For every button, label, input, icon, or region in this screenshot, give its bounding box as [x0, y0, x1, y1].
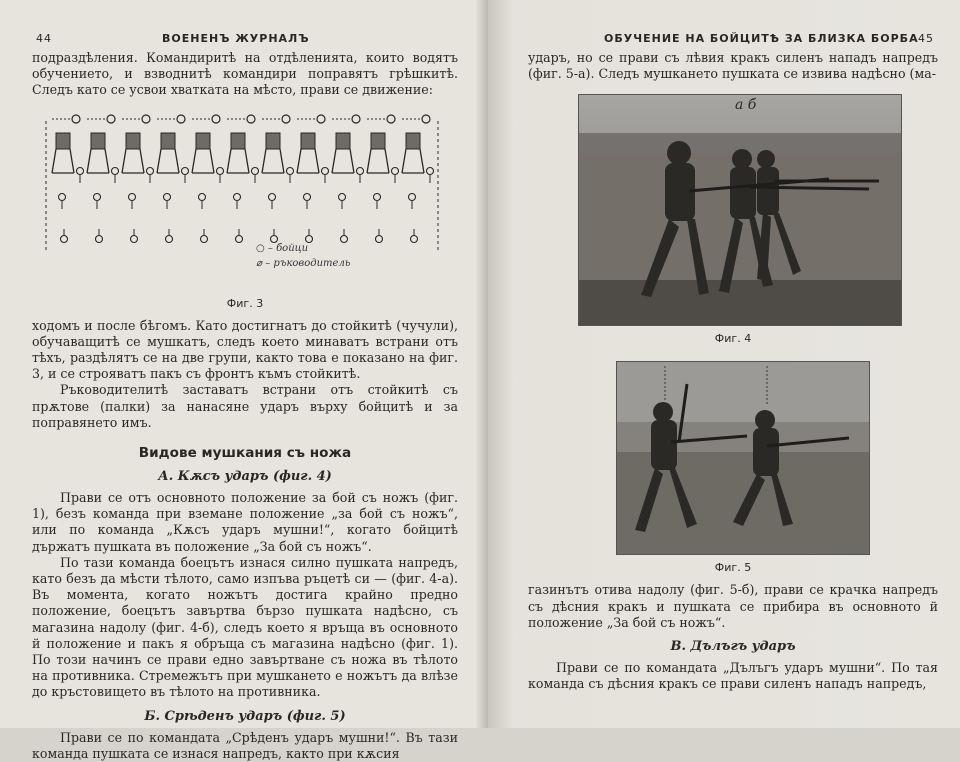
figure-3-top-marker: [142, 115, 150, 123]
figure-3-soldier-middle: [129, 193, 136, 200]
figure-3-stand-frame: [87, 149, 109, 173]
figure-3-soldier-rear: [341, 235, 348, 242]
figure-3-top-marker: [282, 115, 290, 123]
figure-5-image: [617, 362, 869, 554]
left-page-number: 44: [36, 32, 52, 45]
section-title: Видове мушкания съ ножа: [138, 445, 352, 462]
figure-3-soldier-middle: [269, 193, 276, 200]
right-page: [488, 0, 960, 728]
subsection-a-title: А. Кѫсъ ударъ (фиг. 4): [158, 469, 332, 485]
figure-3-stand-frame: [52, 149, 74, 173]
left-paragraph-6: Прави се по командата „Срѣденъ ударъ мушни!“. Въ тази команда пушката се изнася напредъ, както при кѫсия: [32, 729, 458, 761]
figure-4-marks: а б: [735, 97, 757, 114]
figure-3-soldier-middle: [339, 193, 346, 200]
figure-3-stand-head: [301, 133, 315, 149]
figure-3-soldier-middle: [234, 193, 241, 200]
figure-3-soldier-front: [322, 167, 329, 174]
figure-3-soldier-rear: [131, 235, 138, 242]
left-paragraph-4: Прави се отъ основното положение за бой съ ножъ (фиг. 1), безъ команда при вземане положение „за бой съ ножъ“, или по команда „Кѫсъ ударъ мушни!“, когато бойцитѣ държатъ пушката въ положение „За бой съ ножъ“.: [32, 490, 458, 554]
figure-3-soldier-middle: [374, 193, 381, 200]
figure-3-soldier-rear: [376, 235, 383, 242]
figure-3-legend-leader: ⌀ – ръководитель: [256, 257, 351, 269]
figure-3-top-marker: [107, 115, 115, 123]
figure-3-top-marker: [317, 115, 325, 123]
figure-3-stand-head: [266, 133, 280, 149]
figure-3-stand-head: [161, 133, 175, 149]
figure-3-soldier-rear: [61, 235, 68, 242]
figure-3-soldier-rear: [96, 235, 103, 242]
right-paragraph-1: ударъ, но се прави съ лѣвия кракъ силенъ нападъ напредъ (фиг. 5-а). Следъ мушкането пушката се извива надѣсно (ма-: [528, 50, 938, 82]
figure-3-drawing: [42, 111, 442, 271]
figure-3-soldier-rear: [201, 235, 208, 242]
left-paragraph-2: ходомъ и после бѣгомъ. Като достигнатъ до стойкитѣ (чучули), обучаващитѣ се мушкатъ, следъ което минаватъ встрани отъ тѣхъ, раздѣлятъ се на две групи, както това е показано на фиг. 3, и се строяватъ пакъ съ фронтъ къмъ стойкитѣ.: [32, 317, 458, 382]
figure-3-soldier-front: [217, 167, 224, 174]
figure-3-stand-head: [196, 133, 210, 149]
figure-3-stand-frame: [332, 149, 354, 173]
figure-3-stand-frame: [297, 149, 319, 173]
left-paragraph-1: подраздѣления. Командиритѣ на отдѣленията, които водятъ обучението, и взводнитѣ командири поправятъ грѣшкитѣ. Следъ като се усвои хватката на мѣсто, прави се движение:: [32, 50, 458, 98]
figure-3-stand-frame: [402, 149, 424, 173]
figure-3-top-marker: [422, 115, 430, 123]
left-paragraph-3: Ръководителитѣ заставатъ встрани отъ стойкитѣ съ прѫтове (палки) за нанасяне ударъ върху бойцитѣ и за поправянето имъ.: [32, 382, 458, 430]
figure-3-top-marker: [212, 115, 220, 123]
figure-3-stand-frame: [262, 149, 284, 173]
figure-3-top-marker: [352, 115, 360, 123]
figure-3-stand-head: [336, 133, 350, 149]
figure-3-stand-head: [126, 133, 140, 149]
figure-3-soldier-front: [357, 167, 364, 174]
figure-3-stand-frame: [227, 149, 249, 173]
figure-3-soldier-front: [112, 167, 119, 174]
right-running-title: ОБУЧЕНИЕ НА БОЙЦИТѢ ЗА БЛИЗКА БОРБА: [604, 32, 919, 45]
figure-3-stand-frame: [157, 149, 179, 173]
figure-3-stand-head: [56, 133, 70, 149]
figure-5-caption: Фиг. 5: [714, 561, 752, 575]
right-paragraph-2: газинътъ отива надолу (фиг. 5-б), прави се крачка напредъ съ дѣсния кракъ и пушката се прибира въ основното й положение „За бой съ ножъ“.: [528, 582, 938, 630]
figure-3-soldier-front: [287, 167, 294, 174]
figure-3-stand-head: [91, 133, 105, 149]
figure-5-photo: [616, 361, 870, 555]
left-running-head: [32, 28, 458, 50]
figure-3-soldier-rear: [271, 235, 278, 242]
figure-3-soldier-front: [147, 167, 154, 174]
figure-3-soldier-front: [182, 167, 189, 174]
figure-3-stand-head: [371, 133, 385, 149]
figure-3-top-marker: [72, 115, 80, 123]
figure-3-soldier-rear: [306, 235, 313, 242]
figure-3-soldier-front: [427, 167, 434, 174]
figure-3-soldier-front: [392, 167, 399, 174]
figure-4-caption: Фиг. 4: [714, 332, 752, 346]
figure-3-diagram: [42, 111, 442, 291]
figure-3-soldier-rear: [236, 235, 243, 242]
figure-3-soldier-middle: [164, 193, 171, 200]
figure-3-soldier-middle: [59, 193, 66, 200]
figure-3-stand-head: [231, 133, 245, 149]
right-paragraph-3: Прави се по командата „Дълъгъ ударъ мушни“. По тая команда съ дѣсния кракъ се прави силенъ нападъ напредъ,: [528, 660, 938, 692]
figure-3-soldier-rear: [411, 235, 418, 242]
right-running-head: [528, 28, 938, 50]
figure-3-caption: Фиг. 3: [226, 296, 264, 310]
figure-3-soldier-middle: [199, 193, 206, 200]
figure-3-stand-head: [406, 133, 420, 149]
figure-3-legend-soldiers: ○ – бойци: [256, 242, 309, 254]
figure-3-soldier-middle: [304, 193, 311, 200]
figure-3-stand-frame: [192, 149, 214, 173]
figure-3-soldier-middle: [409, 193, 416, 200]
figure-3-top-marker: [177, 115, 185, 123]
figure-3-top-marker: [387, 115, 395, 123]
figure-3-soldier-front: [252, 167, 259, 174]
figure-4-image: [579, 95, 901, 325]
right-page-number: 45: [918, 32, 934, 45]
figure-3-top-marker: [247, 115, 255, 123]
figure-3-soldier-front: [77, 167, 84, 174]
figure-4-photo: [578, 94, 902, 326]
figure-3-soldier-middle: [94, 193, 101, 200]
subsection-c-title: В. Дълъгъ ударъ: [670, 639, 796, 655]
left-paragraph-5: По тази команда боецътъ изнася силно пушката напредъ, като безъ да мѣсти тѣлото, само изпъва ръцетѣ си — (фиг. 4-а). Въ момента, когато ножътъ достига крайно предно положение, боецътъ завъртва бързо пушката надѣсно, съ магазина надолу (фиг. 4-б), следъ което я връща въ основното й положение и пакъ я обръща съ магазина надѣсно (фиг. 1). По този начинъ се прави едно завъртване съ ножа въ тѣлото на противника. Стремежътъ при мушкането е ножътъ да влѣзе до кръстовището въ тѣлото на противника.: [32, 554, 458, 700]
figure-3-stand-frame: [367, 149, 389, 173]
left-running-title: ВОЕНЕНЪ ЖУРНАЛЪ: [162, 32, 310, 45]
figure-3-stand-frame: [122, 149, 144, 173]
figure-3-soldier-rear: [166, 235, 173, 242]
subsection-b-title: Б. Срѣденъ ударъ (фиг. 5): [144, 708, 346, 724]
